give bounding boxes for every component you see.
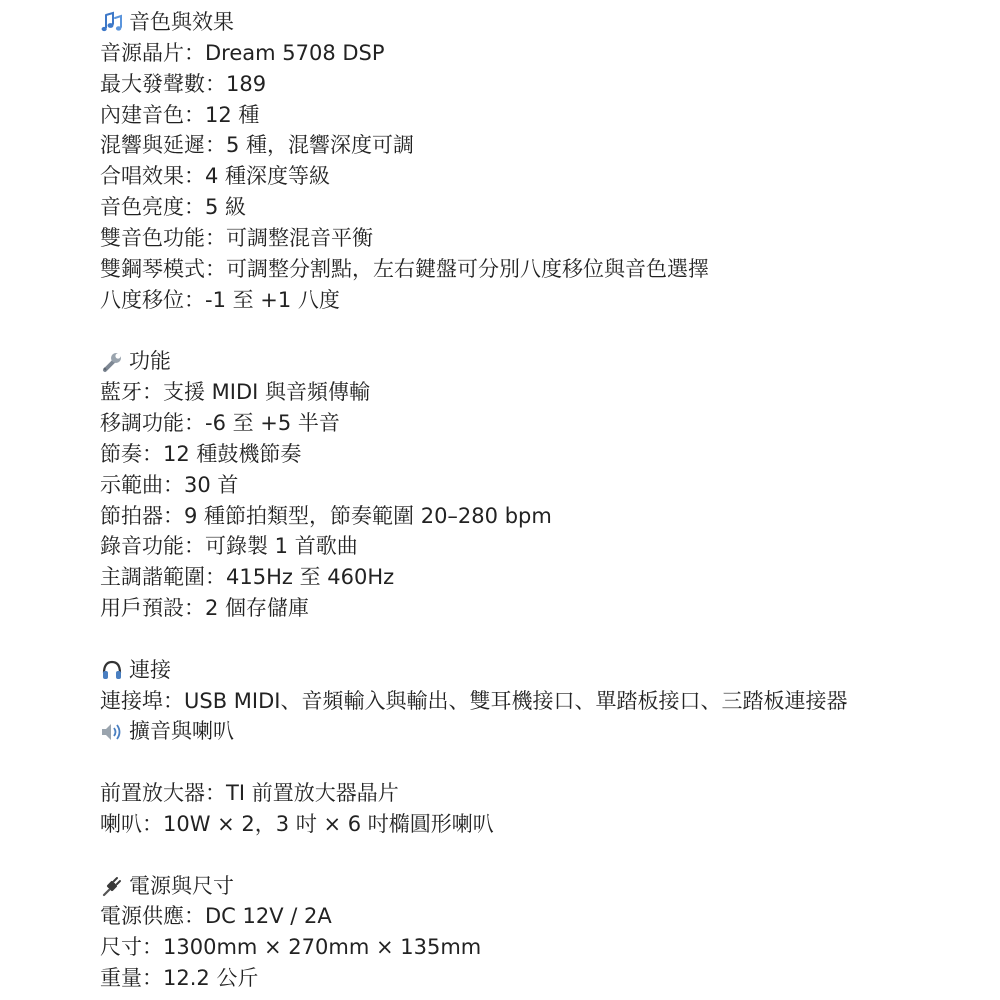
section-heading: [100, 871, 980, 902]
spec-line: 節拍器：9 種節拍類型，節奏範圍 20–280 bpm: [100, 503, 552, 528]
spec-line: 節奏：12 種鼓機節奏: [100, 441, 302, 466]
spec-line: 雙音色功能：可調整混音平衡: [100, 225, 373, 250]
spec-line: 尺寸：1300mm × 270mm × 135mm: [100, 935, 482, 960]
spec-line: 連接埠：USB MIDI、音頻輸入與輸出、雙耳機接口、單踏板接口、三踏板連接器: [100, 688, 848, 713]
spec-line: 合唱效果：4 種深度等級: [100, 164, 331, 189]
spec-line: 音色亮度：5 級: [100, 195, 247, 220]
section-heading: [100, 7, 980, 38]
section-heading-text: 功能: [129, 349, 171, 374]
blank-spacer: [100, 315, 980, 346]
section-heading: [100, 716, 980, 747]
spec-line: 混響與延遲：5 種，混響深度可調: [100, 133, 415, 158]
speaker-icon: [100, 720, 124, 744]
plug-icon: [100, 874, 124, 898]
section-heading-text: 連接: [129, 657, 171, 682]
music-notes-icon: [100, 10, 124, 34]
section-heading: [100, 346, 980, 377]
spec-line: 雙鋼琴模式：可調整分割點，左右鍵盤可分別八度移位與音色選擇: [100, 256, 709, 281]
spec-line: 音源晶片：Dream 5708 DSP: [100, 40, 385, 65]
section-heading-text: 電源與尺寸: [129, 873, 234, 898]
blank-spacer: [100, 840, 980, 871]
spec-line: 最大發聲數：189: [100, 71, 267, 96]
spec-line: 主調諧範圍：415Hz 至 460Hz: [100, 565, 395, 590]
spec-line: 八度移位：-1 至 +1 八度: [100, 287, 340, 312]
spec-line: 錄音功能：可錄製 1 首歌曲: [100, 534, 358, 559]
spec-line: 前置放大器：TI 前置放大器晶片: [100, 781, 399, 806]
spec-line: 重量：12.2 公斤: [100, 966, 259, 991]
blank-spacer: [100, 624, 980, 655]
section-heading-text: 音色與效果: [129, 10, 234, 34]
spec-line: 藍牙：支援 MIDI 與音頻傳輸: [100, 380, 371, 405]
section-heading-text: 擴音與喇叭: [129, 719, 234, 744]
spec-line: 電源供應：DC 12V / 2A: [100, 904, 332, 929]
spec-line: 用戶預設：2 個存儲庫: [100, 596, 310, 621]
section-heading: [100, 655, 980, 686]
spec-line: 示範曲：30 首: [100, 472, 239, 497]
blank-spacer: [100, 747, 980, 778]
spec-document: [100, 7, 980, 994]
wrench-icon: [100, 350, 124, 374]
spec-line: 內建音色：12 種: [100, 102, 260, 127]
headphones-icon: [100, 658, 124, 682]
spec-line: 移調功能：-6 至 +5 半音: [100, 410, 340, 435]
spec-line: 喇叭：10W × 2，3 吋 × 6 吋橢圓形喇叭: [100, 811, 494, 836]
